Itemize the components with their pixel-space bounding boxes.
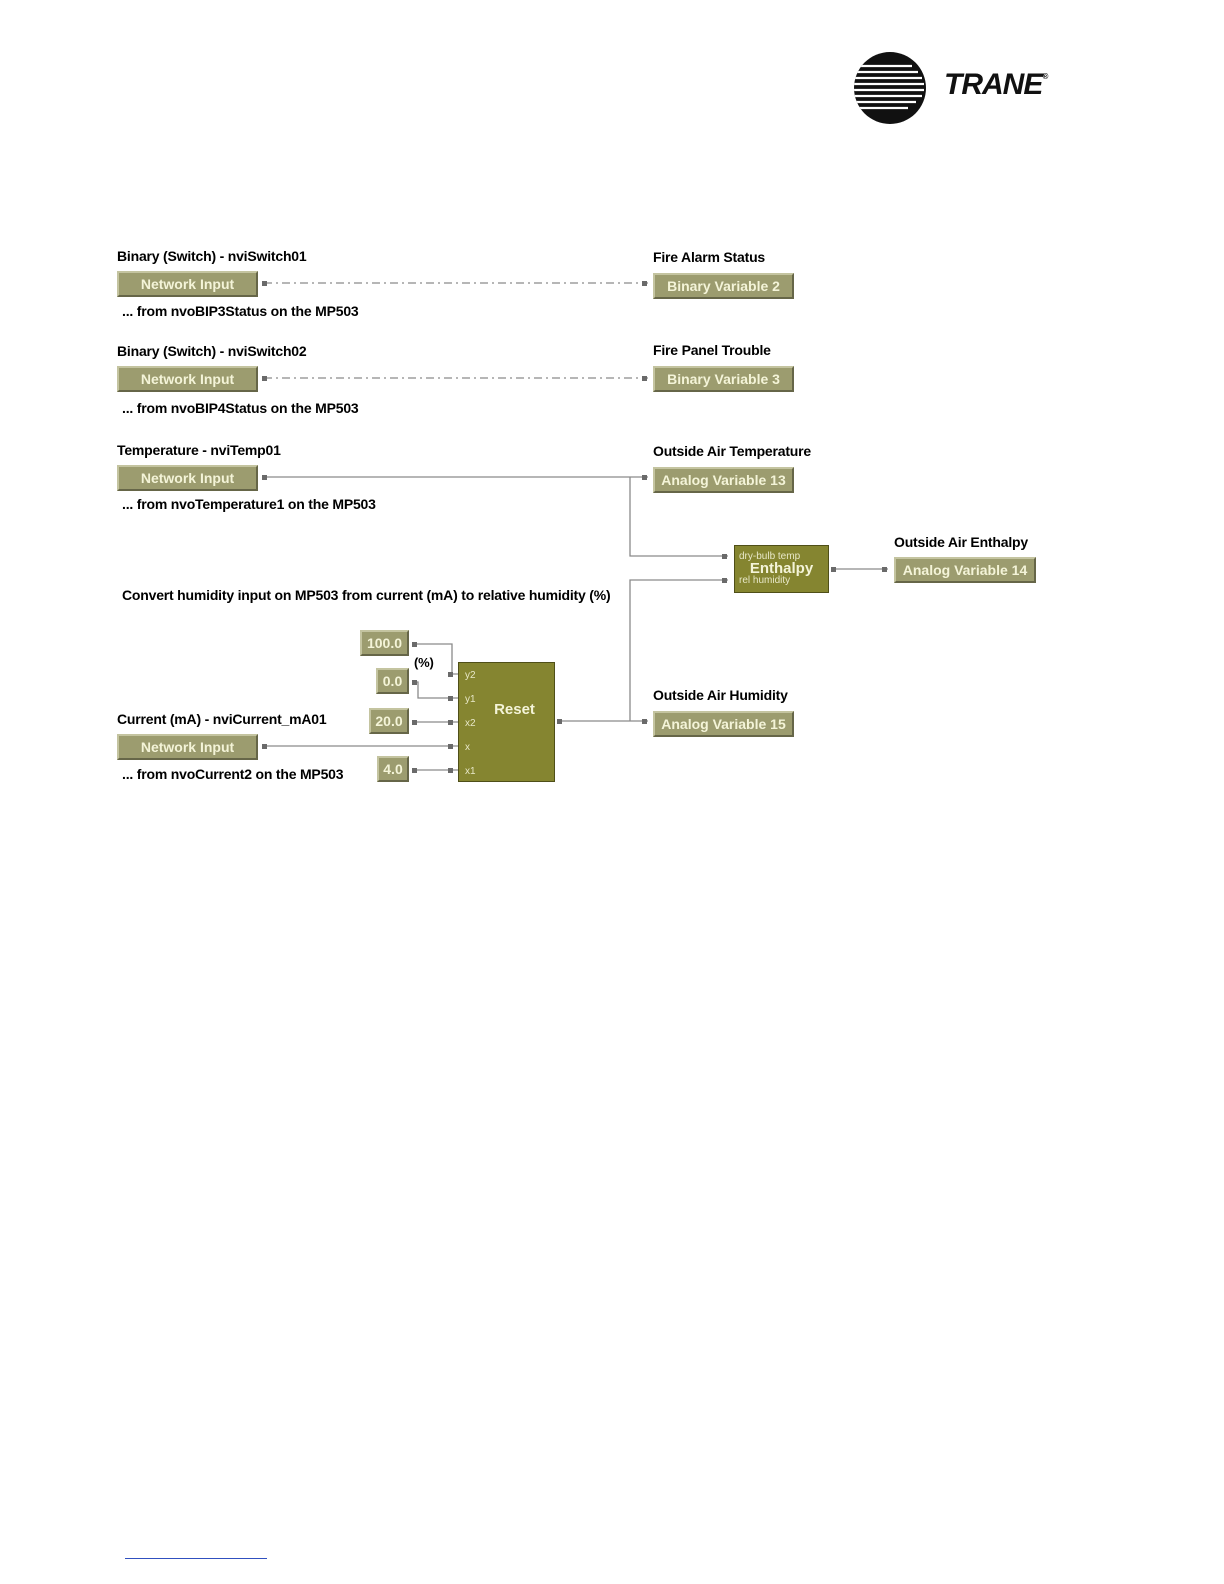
wire-y1 <box>412 682 458 698</box>
footer-rule <box>125 1558 267 1559</box>
percent-unit-note: (%) <box>414 655 434 670</box>
binary-variable-3[interactable]: Binary Variable 3 <box>653 366 794 392</box>
humidity-source-note: ... from nvoCurrent2 on the MP503 <box>122 766 344 782</box>
const-y1[interactable]: 0.0 <box>376 668 409 694</box>
humidity-network-input[interactable]: Network Input <box>117 734 258 760</box>
pin-x2: x2 <box>465 718 476 729</box>
enthalpy-block[interactable] <box>734 545 829 593</box>
switch2-source-note: ... from nvoBIP4Status on the MP503 <box>122 400 359 416</box>
switch1-target-header: Fire Alarm Status <box>653 249 766 265</box>
humidity-target-header: Outside Air Humidity <box>653 687 788 703</box>
analog-variable-14[interactable]: Analog Variable 14 <box>894 557 1036 583</box>
temp-header: Temperature - nviTemp01 <box>117 442 281 458</box>
switch2-header: Binary (Switch) - nviSwitch02 <box>117 343 307 359</box>
pin-y1: y1 <box>465 694 476 705</box>
const-x2[interactable]: 20.0 <box>369 708 409 734</box>
const-x1[interactable]: 4.0 <box>377 756 409 782</box>
enthalpy-title: Enthalpy <box>749 560 814 577</box>
temp-source-note: ... from nvoTemperature1 on the MP503 <box>122 496 376 512</box>
temp-target-header: Outside Air Temperature <box>653 443 811 459</box>
pin-x1: x1 <box>465 766 476 777</box>
temp-network-input[interactable]: Network Input <box>117 465 258 491</box>
reset-title: Reset <box>494 701 535 718</box>
binary-variable-2[interactable]: Binary Variable 2 <box>653 273 794 299</box>
switch1-source-note: ... from nvoBIP3Status on the MP503 <box>122 303 359 319</box>
pin-dry-bulb: dry-bulb temp <box>739 551 801 562</box>
const-y2[interactable]: 100.0 <box>360 630 409 656</box>
humidity-caption: Convert humidity input on MP503 from current (mA) to relative humidity (%) <box>122 587 611 603</box>
switch2-target-header: Fire Panel Trouble <box>653 342 771 358</box>
analog-variable-13[interactable]: Analog Variable 13 <box>653 467 794 493</box>
switch1-header: Binary (Switch) - nviSwitch01 <box>117 248 307 264</box>
brand-name: TRANE® <box>944 68 1048 101</box>
analog-variable-15[interactable]: Analog Variable 15 <box>653 711 794 737</box>
switch1-network-input[interactable]: Network Input <box>117 271 258 297</box>
pin-rel-humidity: rel humidity <box>739 575 791 586</box>
pin-y2: y2 <box>465 670 476 681</box>
humidity-header: Current (mA) - nviCurrent_mA01 <box>117 711 327 727</box>
reset-block[interactable] <box>458 662 555 782</box>
enthalpy-target-header: Outside Air Enthalpy <box>894 534 1028 550</box>
switch2-network-input[interactable]: Network Input <box>117 366 258 392</box>
pin-x: x <box>465 742 470 753</box>
